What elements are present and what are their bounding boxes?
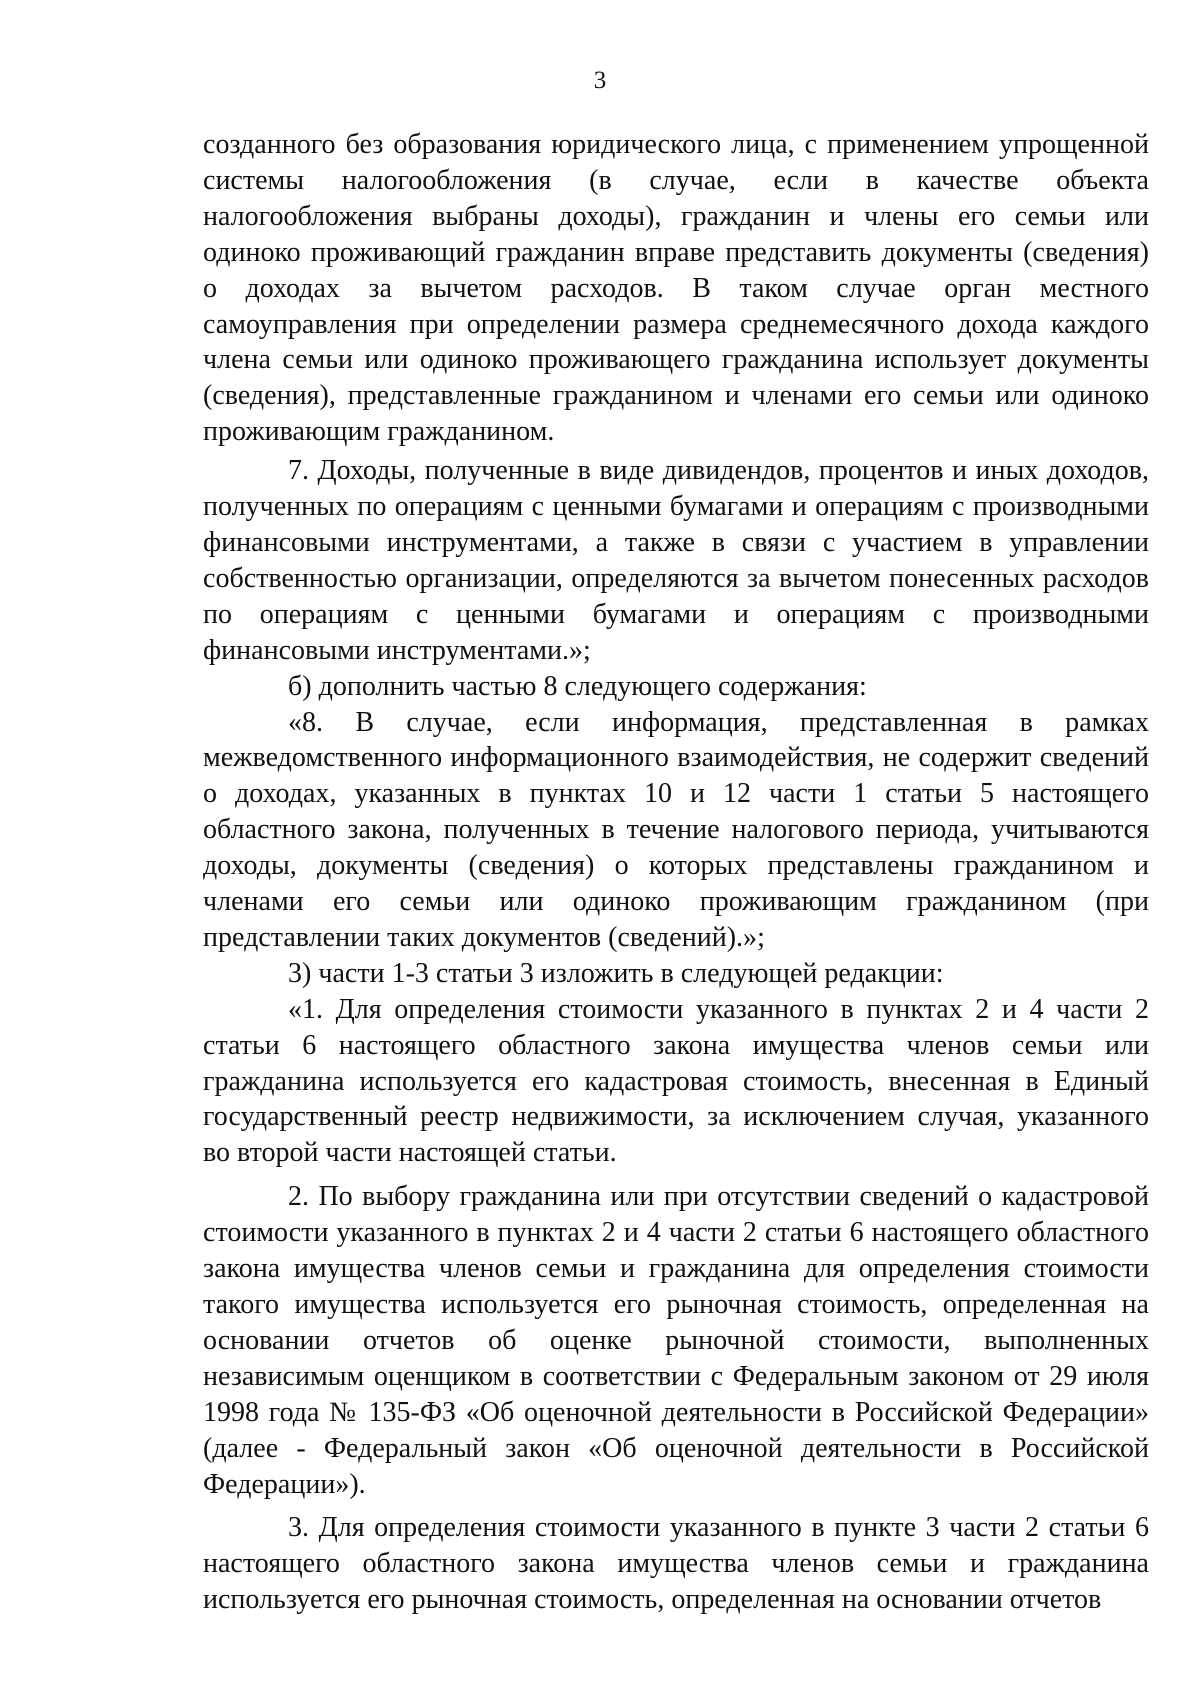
page-number: 3	[593, 67, 607, 94]
paragraph-item-7: 7. Доходы, полученные в виде дивидендов, процентов и иных доходов, полученных по операциям с ценными бумагами и операциям с производными финансовыми инструментами, а также в связи с участием в управлении собственностью организации, определяются за вычетом понесенных расходов по операциям с ценными бумагами и операциям с производными финансовыми инструментами.»;	[203, 455, 1149, 666]
paragraph-part-3: 3. Для определения стоимости указанного в пункте 3 части 2 статьи 6 настоящего областного закона имущества членов семьи и гражданина используется его рыночная стоимость, определенная на основании отчетов	[203, 1512, 1149, 1616]
paragraph-continuation: созданного без образования юридического лица, с применением упрощенной системы налогообложения (в случае, если в качестве объекта налогообложения выбраны доходы), гражданин и члены его семьи или одиноко проживающий гражданин вправе представить документы (сведения) о доходах за вычетом расходов. В таком случае орган местного самоуправления при определении размера среднемесячного дохода каждого члена семьи или одиноко проживающего гражданина использует документы (сведения), представленные гражданином и членами его семьи или одиноко проживающим гражданином.	[203, 129, 1149, 448]
document-body	[203, 127, 1149, 1618]
paragraph-item-3: 3) части 1-3 статьи 3 изложить в следующей редакции:	[288, 957, 944, 989]
paragraph-subitem-b: б) дополнить частью 8 следующего содержания:	[288, 670, 867, 702]
paragraph-part-8: «8. В случае, если информация, представленная в рамках межведомственного информационного взаимодействия, не содержит сведений о доходах, указанных в пунктах 10 и 12 части 1 статьи 5 настоящего областного закона, полученных в течение налогового периода, учитываются доходы, документы (сведения) о которых представлены гражданином и членами его семьи или одиноко проживающим гражданином (при представлении таких документов (сведений).»;	[203, 706, 1149, 953]
paragraph-part-2: 2. По выбору гражданина или при отсутствии сведений о кадастровой стоимости указанного в пунктах 2 и 4 части 2 статьи 6 настоящего областного закона имущества членов семьи и гражданина для определения стоимости такого имущества используется его рыночная стоимость, определенная на основании отчетов об оценке рыночной стоимости, выполненных независимым оценщиком в соответствии с Федеральным законом от 29 июля 1998 года № 135-ФЗ «Об оценочной деятельности в Российской Федерации» (далее - Федеральный закон «Об оценочной деятельности в Российской Федерации»).	[203, 1181, 1149, 1500]
paragraph-part-1: «1. Для определения стоимости указанного в пунктах 2 и 4 части 2 статьи 6 настоящего областного закона имущества членов семьи или гражданина используется его кадастровая стоимость, внесенная в Единый государственный реестр недвижимости, за исключением случая, указанного во второй части настоящей статьи.	[203, 993, 1149, 1169]
